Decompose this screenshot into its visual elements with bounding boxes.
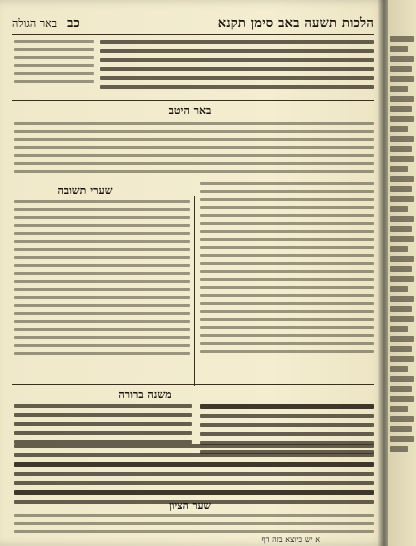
column-divider bbox=[194, 196, 195, 386]
right-text-column bbox=[200, 182, 374, 358]
mishna-berura-side bbox=[14, 404, 192, 449]
section-heading-beer-heitev: באר היטב bbox=[168, 104, 212, 117]
section-heading-mishna-berura: משנה ברורה bbox=[118, 388, 172, 401]
section-heading-shaarei-teshuva: שערי תשובה bbox=[57, 184, 113, 197]
divider-top bbox=[12, 100, 374, 101]
facing-page bbox=[388, 0, 416, 546]
running-title: הלכות תשעה באב סימן תקנא bbox=[217, 16, 374, 31]
shaarei-teshuva-column bbox=[14, 200, 190, 360]
header-meta bbox=[12, 15, 80, 31]
beer-heitev-text bbox=[14, 122, 374, 178]
be-er-hagola-label: באר הגולה bbox=[12, 17, 58, 30]
shaar-hatziyun-text bbox=[14, 514, 374, 538]
main-text-top bbox=[100, 40, 374, 94]
section-heading-shaar-hatziyun: שער הציון bbox=[169, 500, 211, 512]
page-number: כב bbox=[67, 16, 80, 31]
marginal-column-left bbox=[14, 40, 94, 88]
running-header bbox=[12, 12, 374, 35]
divider-mishna-berura bbox=[12, 384, 374, 385]
footnote: א יש כיוצא בזה דף bbox=[261, 535, 320, 544]
